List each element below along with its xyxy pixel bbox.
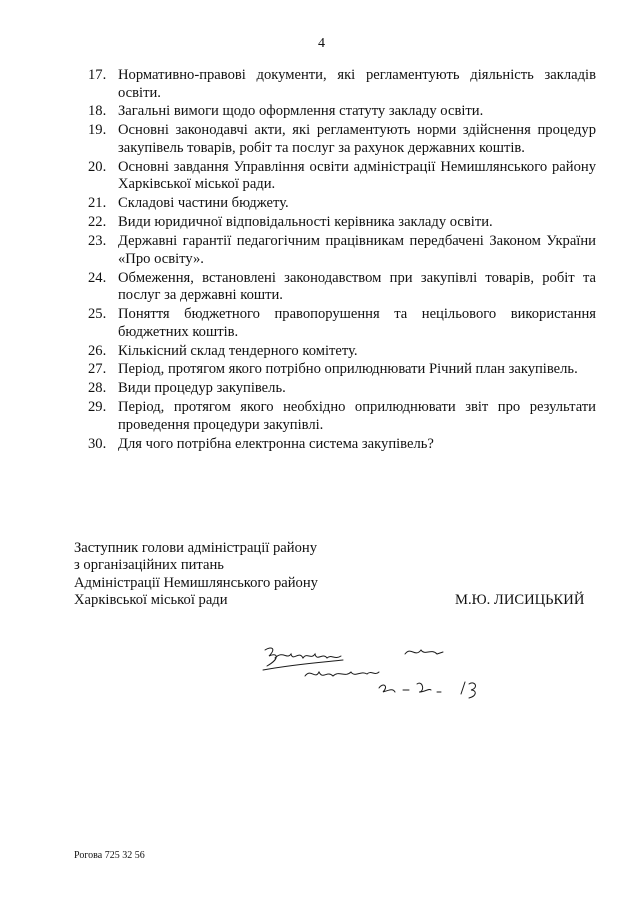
signature-stroke: [379, 682, 475, 698]
item-number: 27.: [88, 361, 107, 378]
item-number: 21.: [88, 195, 107, 212]
signatory-title-line: Харківської міської ради: [74, 592, 228, 609]
list-item: [88, 214, 596, 232]
list-item: [88, 343, 596, 361]
item-number: 18.: [88, 103, 107, 120]
signature-stroke: [265, 648, 341, 666]
item-number: 26.: [88, 342, 107, 359]
item-number: 25.: [88, 306, 107, 323]
item-number: 23.: [88, 233, 107, 250]
item-text: Основні завдання Управління освіти адміністрації Немишлянського району Харківської міської ради.: [118, 158, 596, 193]
signatory-title: [74, 540, 318, 610]
list-item: [88, 399, 596, 434]
item-number: 29.: [88, 399, 107, 416]
list-item: [88, 195, 596, 213]
signature-stroke: [305, 672, 379, 676]
item-number: 19.: [88, 122, 107, 139]
list-item: [88, 233, 596, 268]
handwritten-approval-note: [255, 640, 495, 700]
item-text: Основні законодавчі акти, які регламентують норми здійснення процедур закупівель товарів, робіт та послуг за рахунок державних коштів.: [118, 122, 596, 156]
item-text: Види юридичної відповідальності керівника закладу освіти.: [118, 214, 493, 231]
item-number: 20.: [88, 158, 107, 175]
list-item: [88, 159, 596, 194]
item-text: Для чого потрібна електронна система закупівель?: [118, 435, 434, 452]
signatory-title-line: Адміністрації Немишлянського району: [74, 574, 318, 591]
item-number: 30.: [88, 435, 107, 452]
signature-stroke: [263, 660, 343, 670]
item-text: Кількісний склад тендерного комітету.: [118, 342, 358, 359]
signatory-name: М.Ю. ЛИСИЦЬКИЙ: [455, 592, 585, 608]
list-item: [88, 436, 596, 454]
item-number: 28.: [88, 380, 107, 397]
item-text: Нормативно-правові документи, які регламентують діяльність закладів освіти.: [118, 67, 596, 101]
signature-stroke: [405, 650, 443, 654]
footer-contact: Рогова 725 32 56: [74, 850, 145, 861]
item-text: Складові частини бюджету.: [118, 195, 289, 212]
item-number: 17.: [88, 67, 107, 83]
list-item: [88, 122, 596, 157]
item-text: Державні гарантії педагогічним працівникам передбачені Законом України «Про освіту».: [118, 233, 596, 267]
item-text: Період, протягом якого необхідно оприлюднювати звіт про результати проведення процедури закупівлі.: [118, 399, 596, 433]
item-number: 22.: [88, 214, 107, 231]
list-item: [88, 380, 596, 398]
item-text: Період, протягом якого потрібно оприлюднювати Річний план закупівель.: [118, 361, 578, 378]
item-text: Загальні вимоги щодо оформлення статуту закладу освіти.: [118, 103, 484, 120]
list-item: [88, 306, 596, 341]
signatory-title-line: Заступник голови адміністрації району: [74, 540, 317, 556]
item-text: Обмеження, встановлені законодавством при закупівлі товарів, робіт та послуг за державні кошти.: [118, 269, 596, 304]
item-text: Види процедур закупівель.: [118, 380, 286, 397]
question-list: [88, 67, 596, 455]
item-number: 24.: [88, 269, 107, 286]
item-text: Поняття бюджетного правопорушення та нецільового використання бюджетних коштів.: [118, 306, 596, 340]
page-number: 4: [318, 36, 325, 51]
list-item: [88, 270, 596, 305]
list-item: [88, 361, 596, 379]
list-item: [88, 103, 596, 121]
list-item: [88, 67, 596, 102]
signatory-title-line: з організаційних питань: [74, 557, 224, 574]
